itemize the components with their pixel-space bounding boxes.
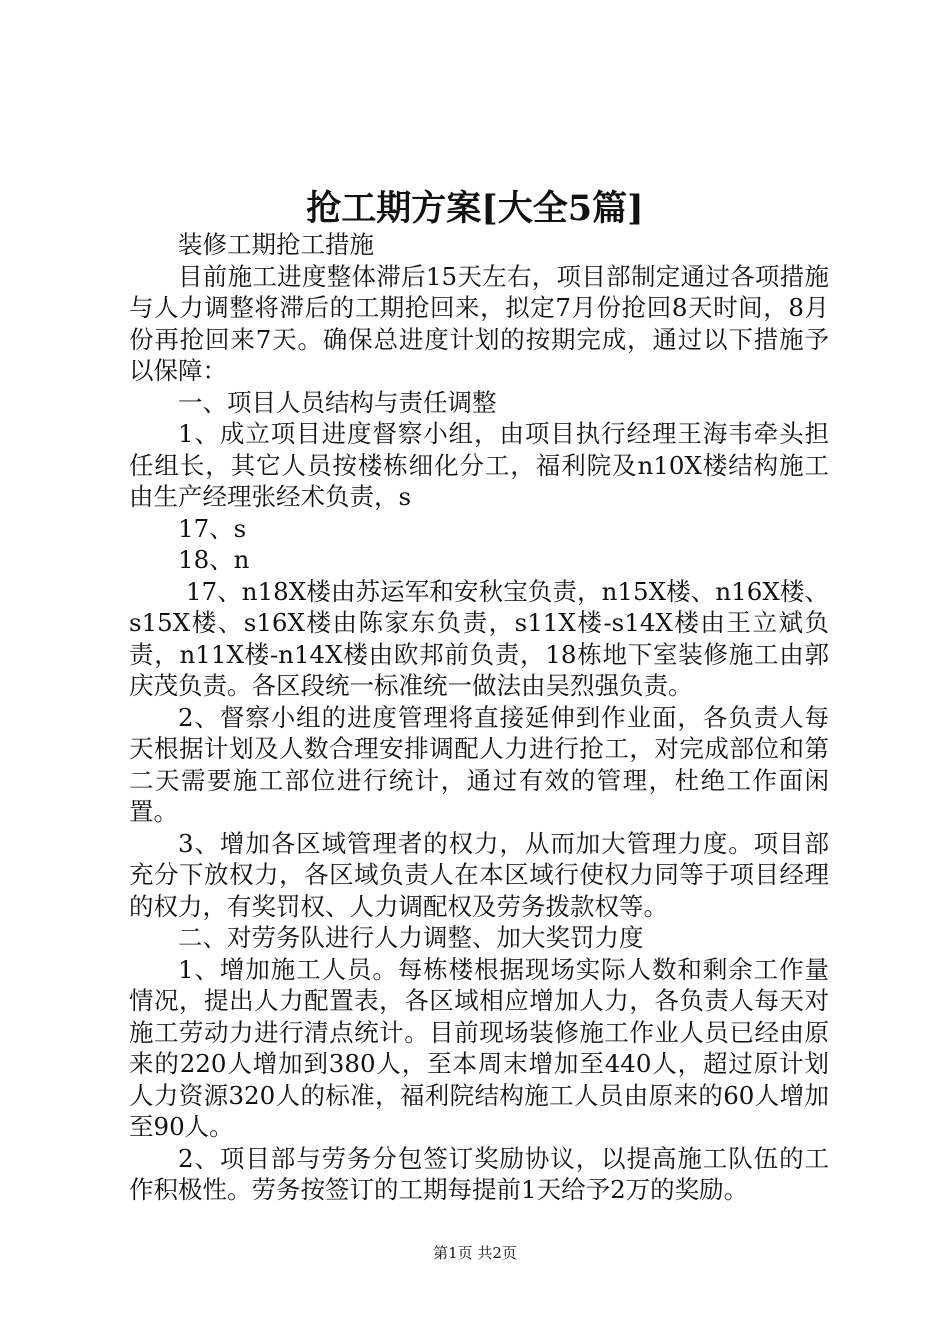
paragraph-intro: 目前施工进度整体滞后15天左右，项目部制定通过各项措施与人力调整将滞后的工期抢回来，拟定7月份抢回8天时间，8月份再抢回来7天。确保总进度计划的按期完成，通过以下措施予以保障：: [129, 261, 829, 385]
page-number-footer: 第1页 共2页: [433, 1244, 517, 1262]
paragraph-item-1-3: 3、增加各区域管理者的权力，从而加大管理力度。项目部充分下放权力，各区域负责人在本区域行使权力同等于项目经理的权力，有奖罚权、人力调配权及劳务拨款权等。: [129, 828, 829, 921]
section-heading-2: 二、对劳务队进行人力调整、加大奖罚力度: [178, 923, 644, 952]
paragraph-item-1-1-continued: 17、n18X楼由苏运军和安秋宝负责，n15X楼、n16X楼、s15X楼、s16X楼由陈家东负责，s11X楼-s14X楼由王立斌负责，n11X楼-n14X楼由欧邦前负责，18栋地下室装修施工由郭庆茂负责。各区段统一标准统一做法由吴烈强负责。: [129, 576, 829, 700]
section-heading-1: 一、项目人员结构与责任调整: [178, 387, 497, 417]
document-title: 抢工期方案[大全5篇]: [306, 188, 644, 229]
paragraph-fragment-s17: 17、s: [178, 513, 247, 543]
paragraph-item-1-1: 1、成立项目进度督察小组，由项目执行经理王海韦牵头担任组长，其它人员按楼栋细化分工，福利院及n10X楼结构施工由生产经理张经术负责，s: [129, 419, 829, 511]
paragraph-item-2-1: 1、增加施工人员。每栋楼根据现场实际人数和剩余工作量情况，提出人力配置表，各区域相应增加人力，各负责人每天对施工劳动力进行清点统计。目前现场装修施工作业人员已经由原来的220人增加到380人，至本周末增加至440人，超过原计划人力资源320人的标准，福利院结构施工人员由原来的60人增加至90人。: [129, 954, 829, 1141]
document-body: [129, 229, 829, 1206]
paragraph-subtitle: 装修工期抢工措施: [178, 230, 374, 259]
paragraph-item-2-2: 2、项目部与劳务分包签订奖励协议，以提高施工队伍的工作积极性。劳务按签订的工期每提前1天给予2万的奖励。: [129, 1143, 829, 1204]
paragraph-fragment-n18: 18、n: [178, 545, 250, 574]
paragraph-item-1-2: 2、督察小组的进度管理将直接延伸到作业面，各负责人每天根据计划及人数合理安排调配人力进行抢工，对完成部位和第二天需要施工部位进行统计，通过有效的管理，杜绝工作面闲置。: [129, 702, 829, 826]
